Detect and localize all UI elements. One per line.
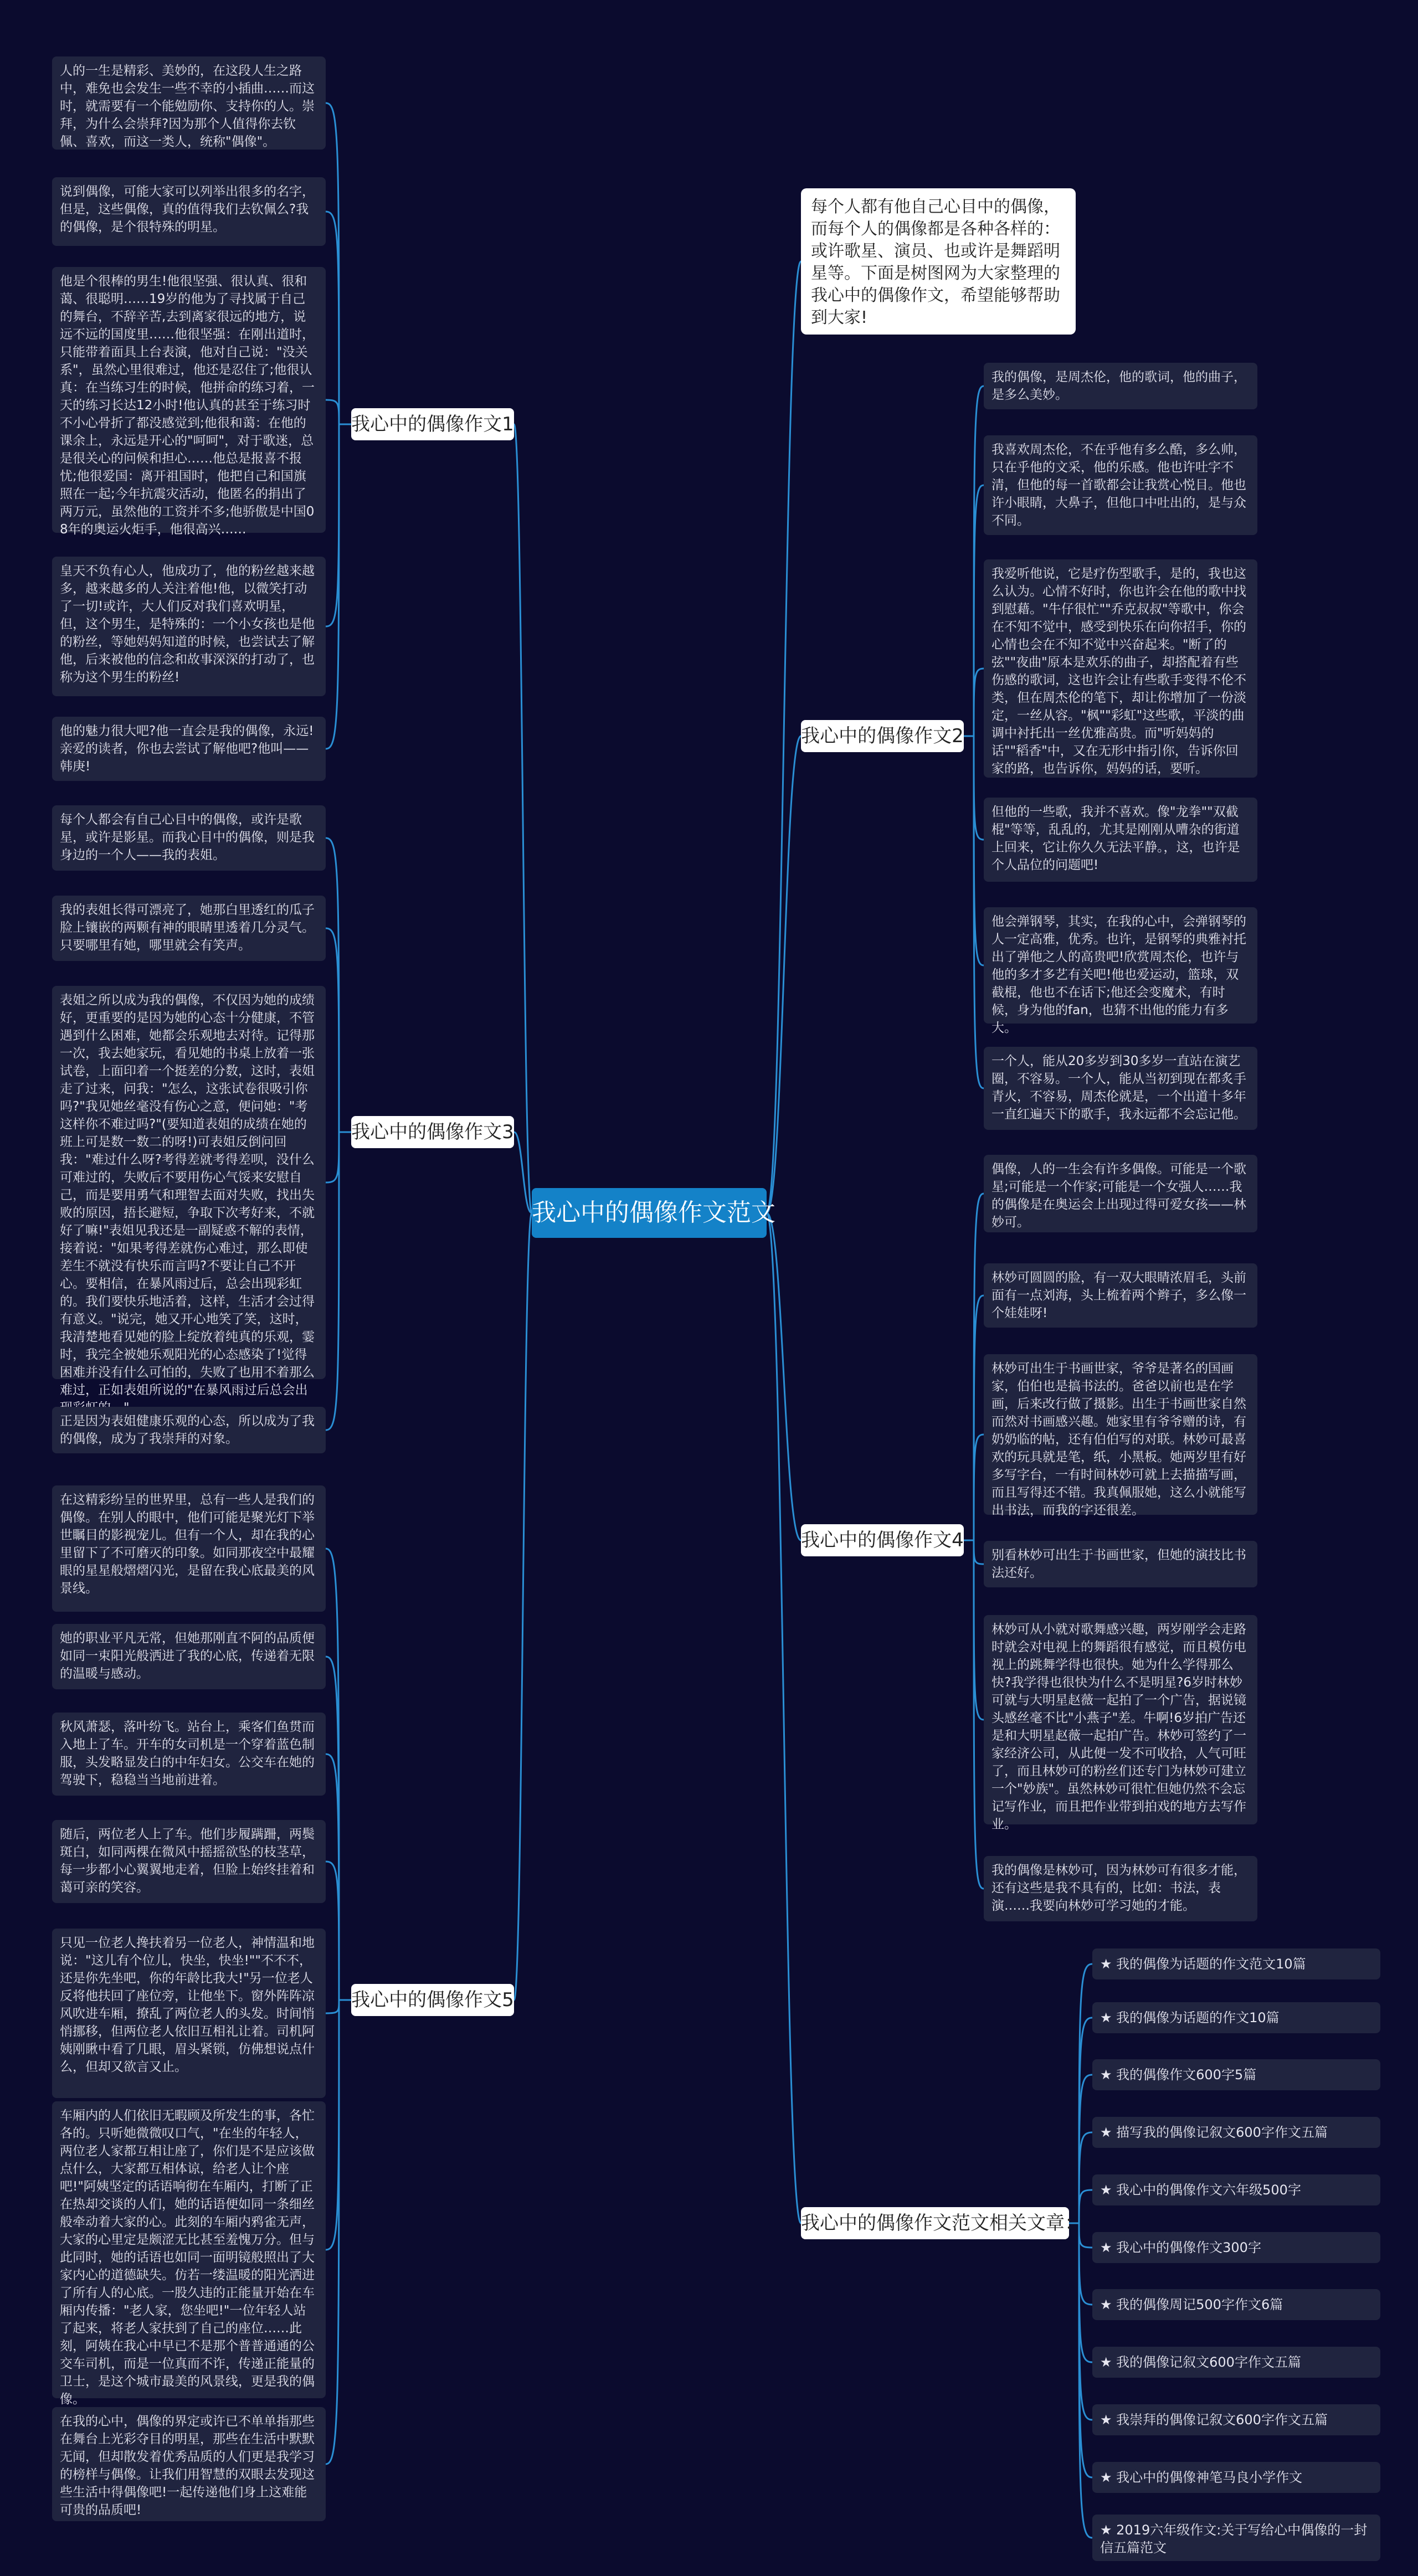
leaf-link: [326, 400, 339, 424]
leaf-link: [326, 1132, 339, 1182]
leaf-link: [326, 1754, 339, 2000]
leaf-link: [974, 669, 984, 736]
leaf-link: [326, 838, 339, 1132]
leaf-link: [326, 1549, 339, 2000]
leaf-essay3-p3: 表姐之所以成为我的偶像，不仅因为她的成绩好，更重要的是因为她的心态十分健康，不管遇到什么困难，她都会乐观地去对待。记得那一次，我去她家玩，看见她的书桌上放着一张试卷，上面印着一个挺差的分数，这时，表姐走了过来，问我："怎么，这张试卷很吸引你吗?"我见她丝毫没有伤心之意，便问她："考这样你不难过吗?"(要知道表姐的成绩在她的班上可是数一数二的呀!)可表姐反倒问回我："难过什么呀?考得差就考得差呗，没什么可难过的，失败后不要用伤心气馁来安慰自己，而是要用勇气和理智去面对失败，找出失败的原因，捂长避短，争取下次考好来，不就好了嘛!"表姐见我还是一副疑惑不解的表情，接着说："如果考得差就伤心难过，那么即使差生不就没有快乐而言吗?不要让自己不开心。要相信，在暴风雨过后，总会出现彩虹的。我们要快乐地活着，这样，生活才会过得有意义。"说完，她又开心地笑了笑，这时，我清楚地看见她的脸上绽放着纯真的乐观，霎时，我完全被她乐观阳光的心态感染了!觉得困难并没有什么可怕的，失败了也用不着那么难过，正如表姐所说的"在暴风雨过后总会出: [52, 986, 326, 1379]
leaf-essay1-p4: 皇天不负有心人，他成功了，他的粉丝越来越多，越来越多的人关注着他!他，以微笑打动了一切!或许，大人们反对我们喜欢明星，但，这个男生，是特殊的：一个小女孩也是他的粉丝，等她妈妈知道的时候，也尝试去了解他，后来被他的信念和故事深深的打动了，也称为这个男生的粉丝!: [52, 557, 326, 696]
leaf-link: [974, 736, 984, 965]
root-link: [767, 1213, 801, 1540]
related-article-link[interactable]: ★ 我心中的偶像作文六年级500字: [1092, 2174, 1380, 2205]
leaf-link: [974, 386, 984, 736]
leaf-essay1-p5: 他的魅力很大吧?他一直会是我的偶像，永远!亲爱的读者，你也去尝试了解他吧?他叫——韩庚!: [52, 717, 326, 781]
leaf-link: [974, 485, 984, 736]
leaf-essay5-p3: 秋风萧瑟，落叶纷飞。站台上，乘客们鱼贯而入地上了车。开车的女司机是一个穿着蓝色制服，头发略显发白的中年妇女。公交车在她的驾驶下，稳稳当当地前进着。: [52, 1713, 326, 1796]
leaf-essay5-p7: 在我的心中，偶像的界定或许已不单单指那些在舞台上光彩夺目的明星，那些在生活中默默无闻，但却散发着优秀品质的人们更是我学习的榜样与偶像。让我们用智慧的双眼去发现这些生活中得偶像吧!一起传递他们身上这难能可贵的品质吧!: [52, 2407, 326, 2521]
leaf-link: [1079, 2223, 1092, 2362]
leaf-link: [974, 1540, 984, 1564]
leaf-essay4-p1: 偶像，人的一生会有许多偶像。可能是一个歌星;可能是一个作家;可能是一个女强人……我的偶像是在奥运会上出现过得可爱女孩——林妙可。: [984, 1155, 1257, 1232]
branch-related-articles[interactable]: 我心中的偶像作文范文相关文章：: [801, 2207, 1069, 2239]
leaf-link: [974, 1295, 984, 1540]
root-link: [767, 261, 801, 1213]
leaf-essay4-p2: 林妙可圆圆的脸，有一双大眼睛浓眉毛，头前面有一点刘海，头上梳着两个辫子，多么像一个娃娃呀!: [984, 1263, 1257, 1328]
leaf-link: [974, 1540, 984, 1889]
root-link: [514, 1132, 532, 1213]
leaf-link: [326, 424, 339, 749]
leaf-link: [326, 1132, 339, 1430]
related-article-link[interactable]: ★ 我心中的偶像神笔马良小学作文: [1092, 2462, 1380, 2493]
leaf-link: [1079, 2018, 1092, 2223]
leaf-link: [1079, 2132, 1092, 2223]
leaf-essay5-p5: 只见一位老人搀扶着另一位老人，神情温和地说："这儿有个位儿，快坐，快坐!""不不不，还是你先坐吧，你的年龄比我大!"另一位老人反将他扶回了座位旁，让他坐下。窗外阵阵凉风吹进车厢，撩乱了两位老人的头发。时间悄悄挪移，但两位老人依旧互相礼让着。司机阿姨刚瞅中看了几眼，眉头紧锁，仿佛想说点什么，但却又欲言又止。: [52, 1929, 326, 2098]
leaf-link: [326, 928, 339, 1132]
leaf-essay4-p6: 我的偶像是林妙可，因为林妙可有很多才能，还有这些是我不具有的，比如：书法，表演……我要向林妙可学习她的才能。: [984, 1856, 1257, 1921]
leaf-essay1-p3: 他是个很棒的男生!他很坚强、很认真、很和蔼、很聪明……19岁的他为了寻找属于自己的舞台，不辞辛苦,去到离家很远的地方，说远不远的国度里……他很坚强：在刚出道时，只能带着面具上台表演，他对自己说："没关系"，虽然心里很难过，他还是忍住了;他很认真：在当练习生的时候，他拼命的练习着，一天的练习长达12小时!他认真的甚至于练习时不小心骨折了都没感觉到;他很和蔼：在他的课余上，永远是开心的"呵呵"，对于歌迷，总是很关心的问候和担心……他总是报喜不报忧;他很爱国：离开祖国时，他把自己和国旗照在一起;今年抗震灾活动，他匿名的捐出了两万元，虽然他的工资并不多;他骄傲是中国08年的奥运火炬手，他很高兴……: [52, 267, 326, 533]
related-article-link[interactable]: ★ 我的偶像周记500字作文6篇: [1092, 2289, 1380, 2320]
branch-essay-5[interactable]: 我心中的偶像作文5: [351, 1984, 514, 2016]
leaf-link: [974, 1194, 984, 1540]
leaf-essay5-p1: 在这精彩纷呈的世界里，总有一些人是我们的偶像。在别人的眼中，他们可能是聚光灯下举世瞩目的影视宠儿。但有一个人，却在我的心里留下了不可磨灭的印象。如同那夜空中最耀眼的星星般熠熠闪光，是留在我心底最美的风景线。: [52, 1485, 326, 1612]
leaf-essay5-p2: 她的职业平凡无常，但她那刚直不阿的品质便如同一束阳光般洒进了我的心底，传递着无限的温暖与感动。: [52, 1624, 326, 1689]
leaf-link: [326, 1657, 339, 2000]
leaf-link: [1079, 1964, 1092, 2223]
related-article-link[interactable]: ★ 我崇拜的偶像记叙文600字作文五篇: [1092, 2404, 1380, 2435]
leaf-link: [326, 1862, 339, 2000]
leaf-essay3-p1: 每个人都会有自己心目中的偶像，或许是歌星，或许是影星。而我心目中的偶像，则是我身边的一个人——我的表姐。: [52, 805, 326, 871]
related-article-link[interactable]: ★ 2019六年级作文:关于写给心中偶像的一封信五篇范文: [1092, 2515, 1380, 2561]
branch-essay-2[interactable]: 我心中的偶像作文2: [801, 720, 964, 752]
leaf-link: [326, 2000, 339, 2013]
leaf-essay2-p1: 我的偶像，是周杰伦，他的歌词，他的曲子，是多么美妙。: [984, 363, 1257, 409]
leaf-essay2-p3: 我爱听他说，它是疗伤型歌手，是的，我也这么认为。心情不好时，你也许会在他的歌中找到慰藉。"牛仔很忙""乔克叔叔"等歌中，你会在不知不觉中，感受到快乐在向你招手，你的心情也会在不知不觉中兴奋起来。"断了的弦""夜曲"原本是欢乐的曲子，却搭配着有些伤感的歌词，这也许会让有些歌手变得不伦不类，但在周杰伦的笔下，却让你增加了一份淡定，一丝从容。"枫""彩虹"这些歌，平淡的曲调中衬托出一丝优雅高贵。而"听妈妈的话""稻香"中，又在无形中指引你，告诉你回家的路，也告诉你，妈妈的话，要听。: [984, 559, 1257, 778]
leaf-link: [974, 736, 984, 1088]
leaf-link: [974, 1434, 984, 1540]
leaf-link: [326, 2000, 339, 2464]
leaf-essay5-p4: 随后，两位老人上了车。他们步履蹒跚，两鬓斑白，如同两棵在微风中摇摇欲坠的枝茎草，每一步都小心翼翼地走着，但脸上始终挂着和蔼可亲的笑容。: [52, 1820, 326, 1903]
leaf-essay5-p6: 车厢内的人们依旧无暇顾及所发生的事，各忙各的。只听她微微叹口气，"在坐的年轻人，两位老人家都互相让座了，你们是不是应该做点什么，大家都互相体谅，给老人让个座吧!"阿姨坚定的话语响彻在车厢内，打断了正在热却交谈的人们，她的话语便如同一条细丝般牵动着大家的心。此刻的车厢内鸦雀无声，大家的心里定是颇涩无比甚至羞愧万分。但与此同时，她的话语也如同一面明镜般照出了大家内心的道德缺失。仿若一缕温暖的阳光洒进了所有人的心底。一股久违的正能量开始在车厢内传播："老人家，您坐吧!"一位年轻人站了起来，将老人家扶到了自己的座位……此刻，阿姨在我心中早已不是那个普普通通的公交车司机，而是一位真而不诈，传递正能量的卫士，是这个城市最美的风景线，更是我的偶像。: [52, 2101, 326, 2398]
related-article-link[interactable]: ★ 我的偶像作文600字5篇: [1092, 2059, 1380, 2090]
root-node[interactable]: 我心中的偶像作文范文: [532, 1188, 767, 1238]
leaf-link: [1079, 2223, 1092, 2538]
root-link: [514, 424, 532, 1213]
root-link: [767, 736, 801, 1213]
leaf-essay2-p6: 一个人，能从20多岁到30多岁一直站在演艺圈，不容易。一个人，能从当初到现在都炙手青火，不容易，周杰伦就是，一个出道十多年一直红遍天下的歌手，我永远都不会忘记他。: [984, 1047, 1257, 1130]
leaf-essay3-p4: 正是因为表姐健康乐观的心态，所以成为了我的偶像，成为了我崇拜的对象。: [52, 1407, 326, 1453]
branch-essay-1[interactable]: 我心中的偶像作文1: [351, 408, 514, 440]
leaf-link: [326, 212, 339, 424]
leaf-essay1-p1: 人的一生是精彩、美妙的，在这段人生之路中，难免也会发生一些不幸的小插曲……而这时，就需要有一个能勉励你、支持你的人。崇拜，为什么会崇拜?因为那个人值得你去钦佩、喜欢，而这一类人，统称"偶像"。: [52, 56, 326, 150]
leaf-link: [1079, 2223, 1092, 2305]
leaf-essay2-p5: 他会弹钢琴，其实，在我的心中，会弹钢琴的人一定高雅，优秀。也许，是钢琴的典雅衬托出了弹他之人的高贵吧!欣赏周杰伦，也许与他的多才多艺有关吧!他也爱运动，篮球，双截棍，他也不在话下;他还会变魔术，有时候，身为他的fan，也猜不出他的能力有多大。: [984, 907, 1257, 1024]
leaf-link: [1079, 2075, 1092, 2223]
related-article-link[interactable]: ★ 我心中的偶像作文300字: [1092, 2232, 1380, 2263]
leaf-link: [1079, 2223, 1092, 2420]
leaf-essay4-p5: 林妙可从小就对歌舞感兴趣，两岁刚学会走路时就会对电视上的舞蹈很有感觉，而且模仿电视上的跳舞学得也很快。她为什么学得那么快?我学得也很快为什么不是明星?6岁时林妙可就与大明星赵薇一起拍了一个广告，据说镜头感丝毫不比"小燕子"差。牛啊!6岁拍广告还是和大明星赵薇一起拍广告。林妙可签约了一家经济公司，从此便一发不可收拾，人气可旺了，而且林妙可的粉丝们还专门为林妙可建立一个"妙族"。虽然林妙可很忙但她仍然不会忘记写作业，而且把作业带到拍戏的地方去写作业。: [984, 1615, 1257, 1824]
leaf-link: [326, 103, 339, 424]
leaf-essay2-p2: 我喜欢周杰伦，不在乎他有多么酷，多么帅，只在乎他的文采，他的乐感。他也许吐字不清，但他的每一首歌都会让我赏心悦目。他也许小眼睛，大鼻子，但他口中吐出的，是与众不同。: [984, 435, 1257, 535]
leaf-essay3-p2: 我的表姐长得可漂亮了，她那白里透红的瓜子脸上镶嵌的两颗有神的眼睛里透着几分灵气。只要哪里有她，哪里就会有笑声。: [52, 896, 326, 961]
root-link: [767, 1213, 801, 2223]
related-article-link[interactable]: ★ 描写我的偶像记叙文600字作文五篇: [1092, 2117, 1380, 2148]
branch-essay-3[interactable]: 我心中的偶像作文3: [351, 1116, 514, 1148]
intro-node: 每个人都有他自己心目中的偶像，而每个人的偶像都是各种各样的：或许歌星、演员、也或许是舞蹈明星等。下面是树图网为大家整理的我心中的偶像作文，希望能够帮助到大家!: [801, 188, 1076, 335]
leaf-link: [974, 1540, 984, 1720]
leaf-link: [1079, 2223, 1092, 2477]
leaf-link: [974, 736, 984, 840]
leaf-essay4-p4: 别看林妙可出生于书画世家，但她的演技比书法还好。: [984, 1541, 1257, 1587]
related-article-link[interactable]: ★ 我的偶像记叙文600字作文五篇: [1092, 2347, 1380, 2378]
leaf-essay1-p2: 说到偶像，可能大家可以列举出很多的名字，但是，这些偶像，真的值得我们去钦佩么?我的偶像，是个很特殊的明星。: [52, 177, 326, 246]
related-article-link[interactable]: ★ 我的偶像为话题的作文10篇: [1092, 2002, 1380, 2033]
leaf-link: [326, 424, 339, 626]
leaf-link: [326, 2000, 339, 2250]
branch-essay-4[interactable]: 我心中的偶像作文4: [801, 1524, 964, 1556]
leaf-essay2-p4: 但他的一些歌，我并不喜欢。像"龙拳""双截棍"等等，乱乱的，尤其是刚刚从嘈杂的街道上回来，它让你久久无法平静。，这，也许是个人品位的问题吧!: [984, 798, 1257, 882]
leaf-essay4-p3: 林妙可出生于书画世家，爷爷是著名的国画家，伯伯也是搞书法的。爸爸以前也是在学画，后来改行做了摄影。出生于书画世家自然而然对书画感兴趣。她家里有爷爷赠的诗，有奶奶临的帖，还有伯伯写的对联。林妙可最喜欢的玩具就是笔，纸，小黑板。她两岁里有好多写字台，一有时间林妙可就上去描描写画，而且写得还不错。我真佩服她，这么小就能写出书法，而我的字还很差。: [984, 1354, 1257, 1515]
root-link: [514, 1213, 532, 2000]
related-article-link[interactable]: ★ 我的偶像为话题的作文范文10篇: [1092, 1948, 1380, 1979]
